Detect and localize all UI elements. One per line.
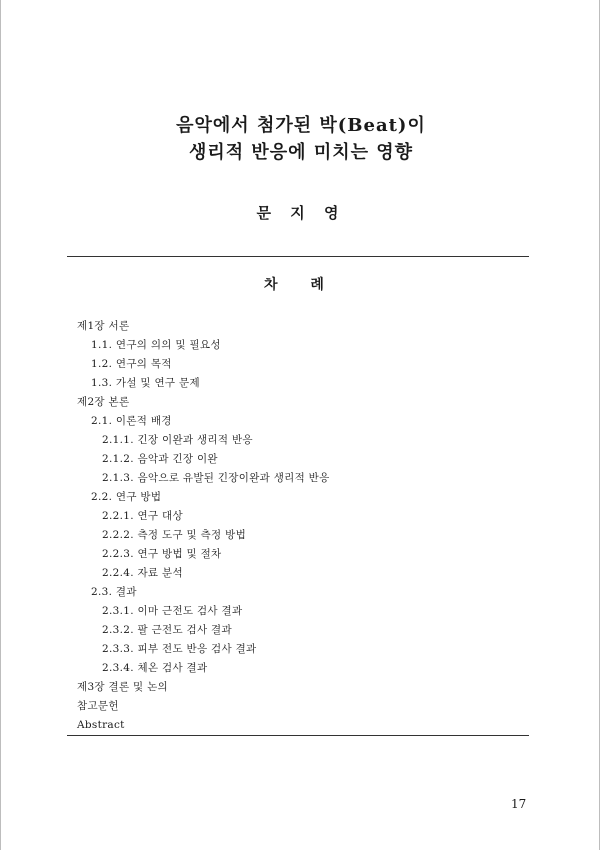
toc-entry: 1.2. 연구의 목적 [91,358,172,370]
toc-entry: 1.1. 연구의 의의 및 필요성 [91,339,221,351]
author-name: 문 지 영 [256,204,346,222]
toc-entry: 2.3. 결과 [91,586,137,598]
toc-entry: 2.3.4. 체온 검사 결과 [102,662,208,674]
toc-entry: 2.2.3. 연구 방법 및 절차 [102,548,222,560]
toc-bottom-rule [67,735,529,736]
title-line-1: 음악에서 첨가된 박(Beat)이 [176,115,426,136]
toc-entry: 제3장 결론 및 논의 [77,681,168,693]
toc-entry: 2.2. 연구 방법 [91,491,162,503]
toc-entry: 2.3.3. 피부 전도 반응 검사 결과 [102,643,257,655]
toc-entry: 2.1. 이론적 배경 [91,415,172,427]
toc-entry: 2.2.1. 연구 대상 [102,510,183,522]
toc-entry: 2.1.1. 긴장 이완과 생리적 반응 [102,434,253,446]
toc-entry: 2.2.4. 자료 분석 [102,567,183,579]
toc-entry: 제2장 본론 [77,396,130,408]
table-of-contents [1,317,600,735]
toc-entry: 2.1.3. 음악으로 유발된 긴장이완과 생리적 반응 [102,472,330,484]
toc-entry: 제1장 서론 [77,320,130,332]
toc-entry: Abstract [77,719,125,731]
toc-entry: 참고문헌 [77,700,119,712]
page-number: 17 [511,797,527,811]
toc-top-rule [67,256,529,257]
toc-entry: 1.3. 가설 및 연구 문제 [91,377,200,389]
toc-entry: 2.3.1. 이마 근전도 검사 결과 [102,605,243,617]
toc-entry: 2.3.2. 팔 근전도 검사 결과 [102,624,232,636]
document-title [1,112,600,166]
toc-heading: 차 례 [264,277,338,293]
toc-entry: 2.1.2. 음악과 긴장 이완 [102,453,218,465]
toc-entry: 2.2.2. 측정 도구 및 측정 방법 [102,529,247,541]
title-line-2: 생리적 반응에 미치는 영향 [188,142,414,163]
